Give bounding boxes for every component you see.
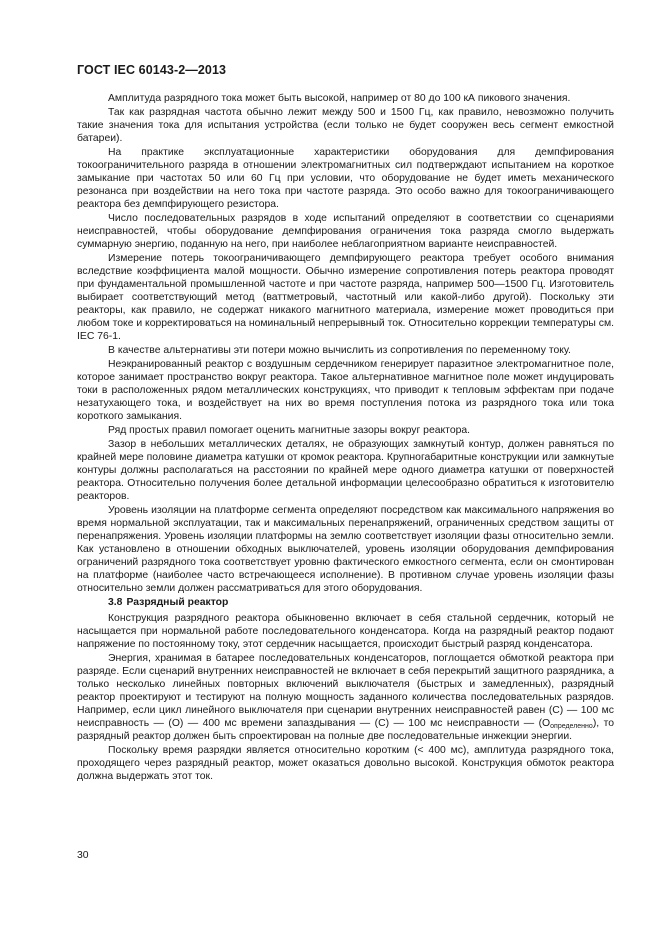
paragraph: В качестве альтернативы эти потери можно вычислить из сопротивления по переменному току. — [108, 344, 571, 356]
paragraph: Амплитуда разрядного тока может быть высокой, например от 80 до 100 кА пикового значения. — [108, 93, 571, 104]
body-text — [77, 92, 614, 784]
standard-header: ГОСТ IEC 60143-2—2013 — [77, 63, 227, 77]
section-number: 3.8 — [108, 596, 123, 608]
paragraph: Число последовательных разрядов в ходе испытаний определяют в соответствии со сценариями неисправностей, чтобы оборудование демпфирования ограничения тока разряда смогло выдержать суммарную энергию, поданную на него, при наиболее неблагоприятном варианте неисправностей. — [77, 212, 614, 250]
paragraph: Так как разрядная частота обычно лежит между 500 и 1500 Гц, как правило, невозможно получить такие значения тока для испытания устройства (если только не будет сооружен весь сегмент емкостной батареи). — [77, 106, 614, 144]
paragraph: На практике эксплуатационные характеристики оборудования для демпфирования токоограничительного разряда в отношении электромагнитных сил подтверждают испытанием на короткое замыкание при частотах 50 или 60 Гц при условии, что оборудование не будет иметь механического резонанса при воздействии на него тока при частоте разряда. Это особо важно для токоограничивающего реактора без демпфирующего резистора. — [77, 146, 614, 210]
paragraph: Поскольку время разрядки является относительно коротким (< 400 мс), амплитуда разрядного тока, проходящего через разрядный реактор, может оказаться довольно высокой. Конструкция обмоток реактора должна выдержать этот ток. — [77, 745, 614, 783]
paragraph: Уровень изоляции на платформе сегмента определяют посредством как максимального напряжения во время нормальной эксплуатации, так и максимальных перенапряжений, ограниченных средством защиты от перенапряжения. Уровень изоляции платформы на землю соответствует изоляции фазы относительно земли. Как установлено в отношении обходных выключателей, уровень изоляции оборудования демпфирования ограничений разрядного тока соответствует уровню фактического емкостного сегмента, если он смонтирован на платформе (наиболее часто встречающееся исполнение). В противном случае уровень изоляции фазы относительно земли должен рассматриваться для этого оборудования. — [77, 504, 614, 594]
page-number: 30 — [77, 850, 89, 861]
subscript-text: определенно — [550, 723, 593, 731]
paragraph: Измерение потерь токоограничивающего демпфирующего реактора требует особого внимания вследствие коэффициента малой мощности. Обычно измерение сопротивления потерь реактора проводят при фундаментальной промышленной частоте и при частоте разряда, например 500—1500 Гц. Изготовитель выбирает соответствующий метод (ваттметровый, частотный или какой-либо другой). Поскольку эти реакторы, как правило, не содержат никакого магнитного материала, измерение может проводиться при любом токе и корректироваться на номинальный непрерывный ток. Относительно коррекции температуры см. IEC 76-1. — [77, 252, 615, 343]
paragraph: Зазор в небольших металлических деталях, не образующих замкнутый контур, должен равняться по крайней мере половине диаметра катушки от кромок реактора. Крупногабаритные конструкции или замкнутые контуры должны располагаться на расстоянии по крайней мере одного диаметра катушки от поверхностей реактора. Относительно получения более детальной информации целесообразно обратиться к изготовителю реакторов. — [77, 438, 614, 502]
paragraph: Неэкранированный реактор с воздушным сердечником генерирует паразитное электромагнитное поле, которое занимает пространство вокруг реактора. Такое альтернативное магнитное поле может индуцировать токи в расположенных рядом металлических конструкциях, что приводит к тепловым эффектам при подаче незатухающего тока, и воздействует на них во время поступления потока из разрядного тока или тока короткого замыкания. — [77, 358, 614, 422]
section-heading — [77, 596, 614, 609]
paragraph: Ряд простых правил помогает оценить магнитные зазоры вокруг реактора. — [108, 424, 471, 436]
paragraph: Конструкция разрядного реактора обыкновенно включает в себя стальной сердечник, который не насыщается при нормальной работе последовательного конденсатора. Когда на разрядный реактор подают напряжение по постоянному току, этот сердечник насыщается, происходит быстрый разряд конденсатора. — [77, 613, 614, 651]
section-title: Разрядный реактор — [126, 596, 229, 608]
energy-paragraph: Энергия, хранимая в батарее последовательных конденсаторов, поглощается обмоткой реактора при разряде. Если сценарий внутренних неисправностей не включает в себя перекрытий защитного разрядника, а только несколько линейных повторных включений выключателя (быстрых и замедленных), разрядный реактор проектируют и тестируют на полную мощность заданного количества последовательных разрядов. Например, если цикл линейного выключателя при сценарии внутренних неисправностей равен (С) — 100 мс неисправность — (О) — 400 мс времени запаздывания — (С) — 100 мс неисправности — $(О_{определенно})$, то разрядный реактор должен быть спроектирован на полные две последовательные инжекции энергии. — [77, 652, 615, 743]
